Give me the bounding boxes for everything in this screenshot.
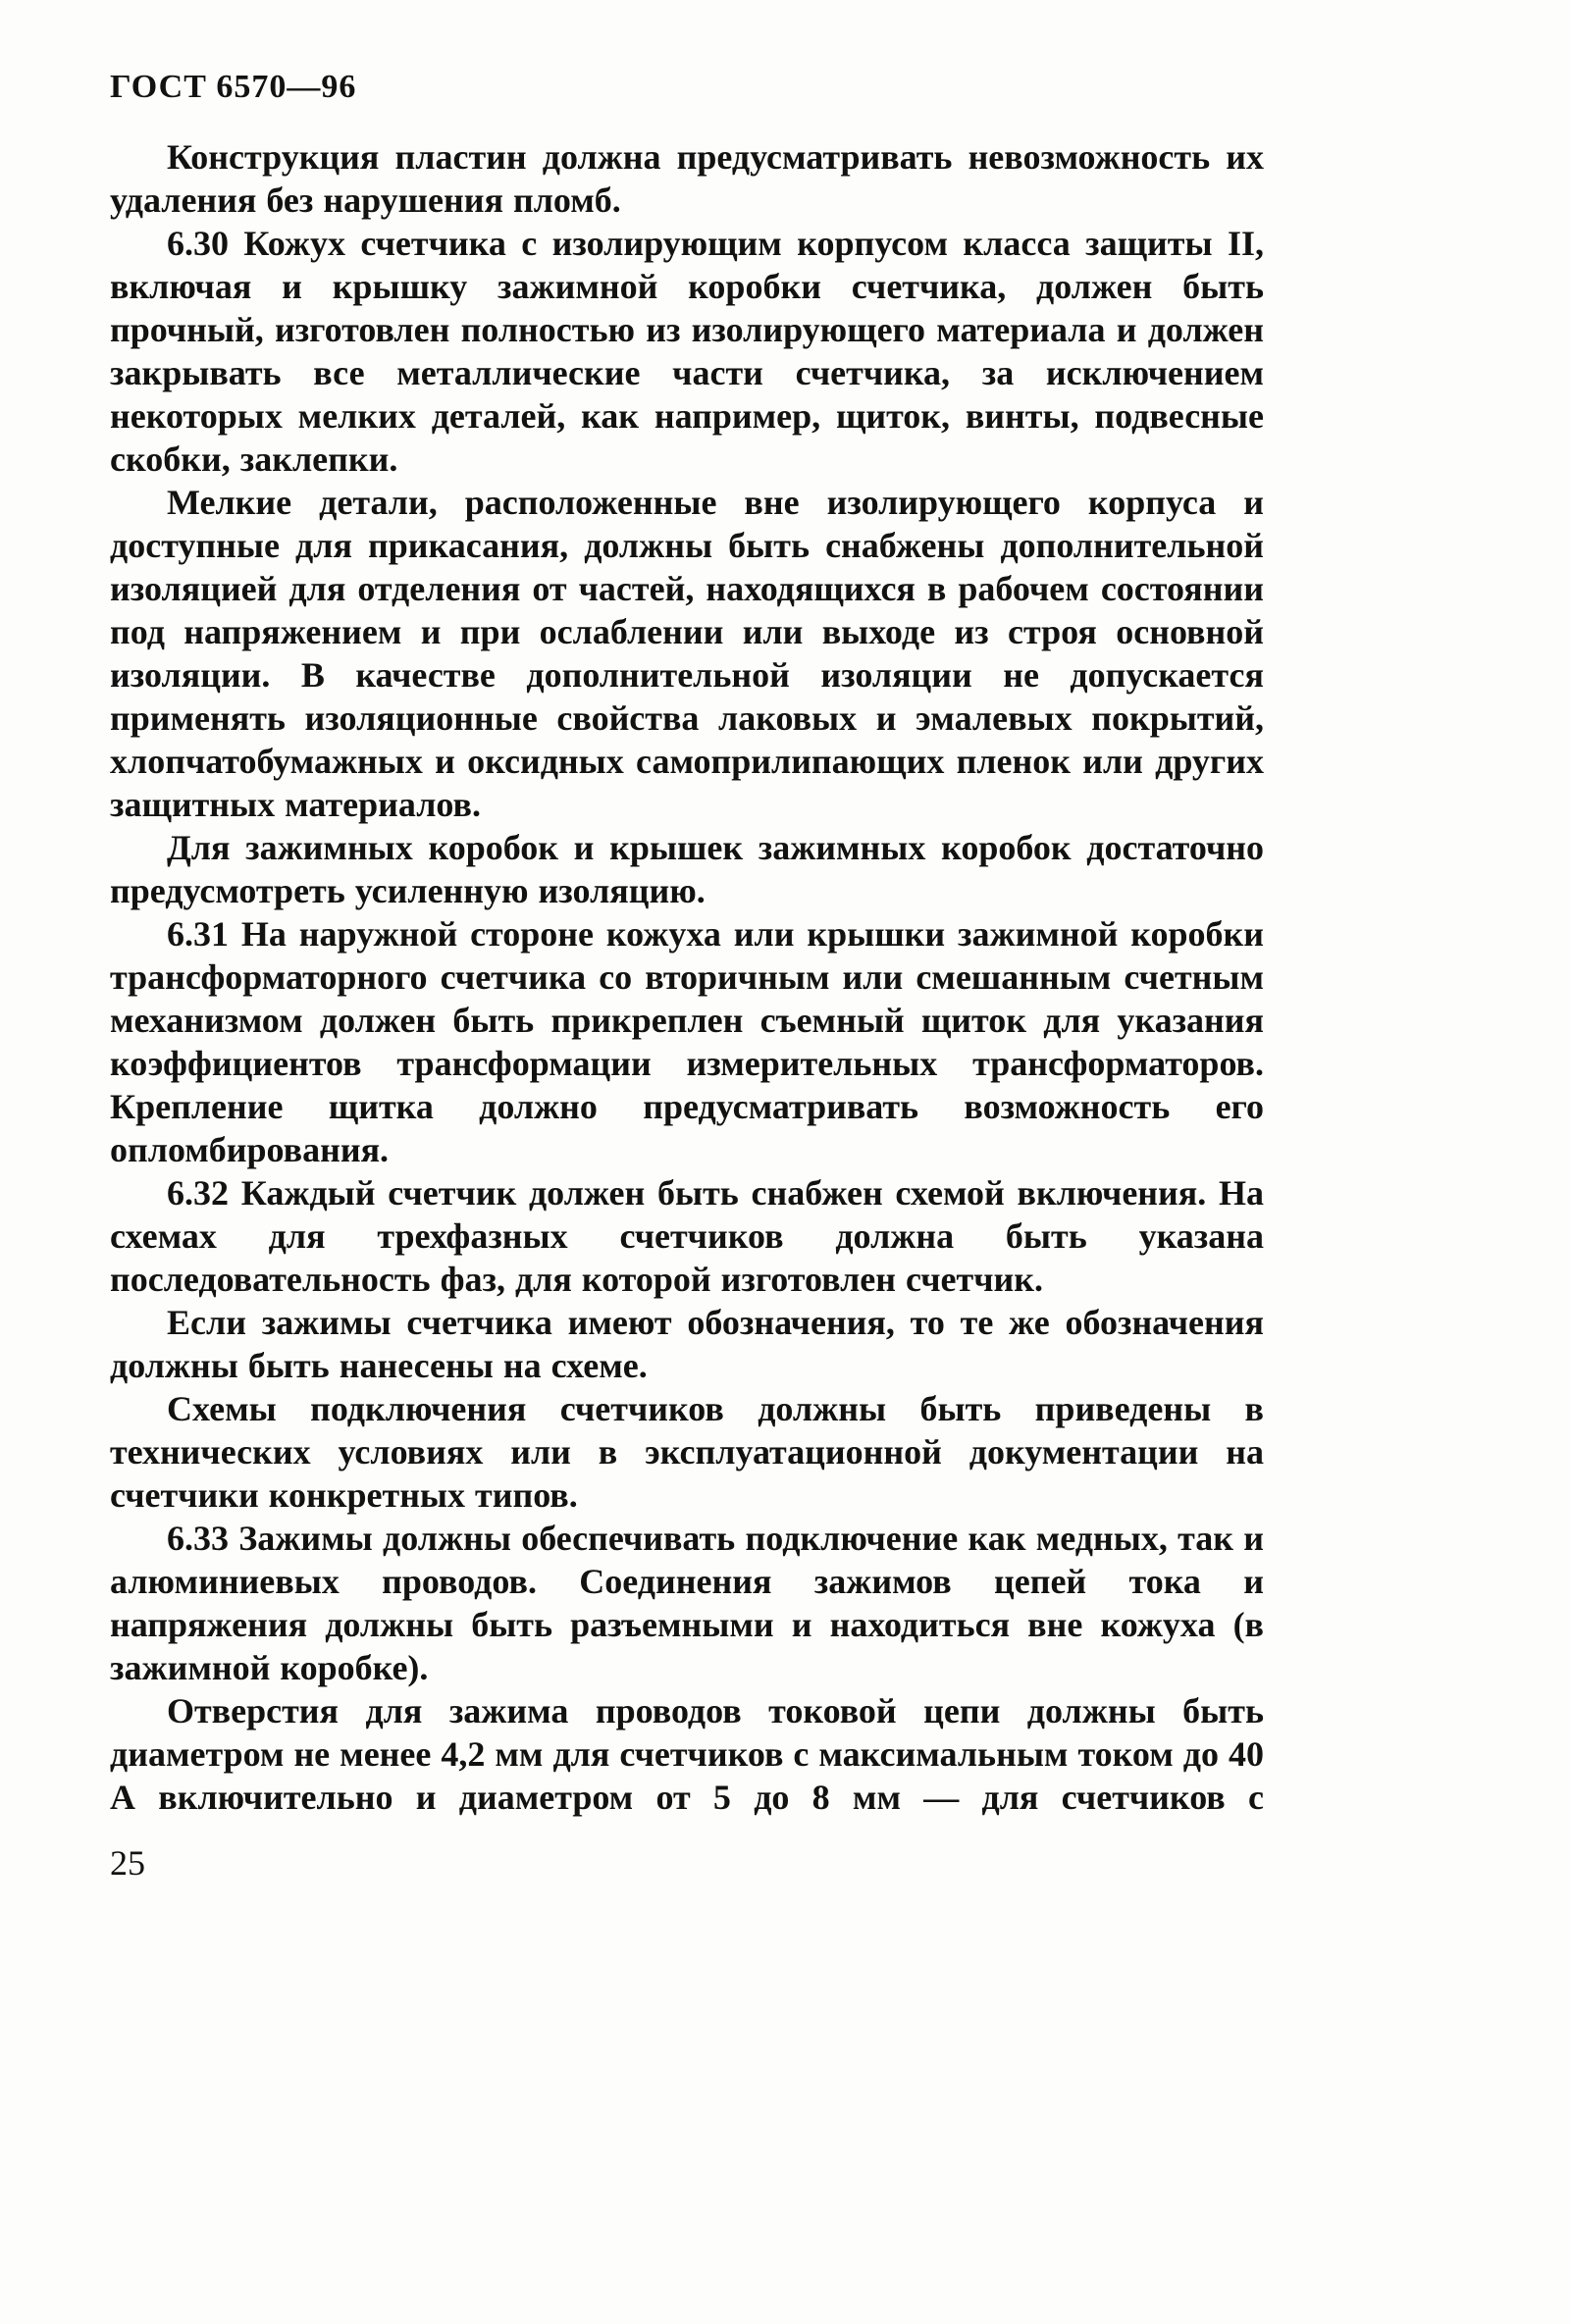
paragraph: Если зажимы счетчика имеют обозначения, то те же обозначения должны быть нанесены на схеме.	[110, 1303, 1264, 1385]
paragraph: Мелкие детали, расположенные вне изолирующего корпуса и доступные для прикасания, должны быть снабжены дополнительной изоляцией для отделения от частей, находящихся в рабочем состоянии под напряжением и при ослаблении или выходе из строя основной изоляции. В качестве дополнительной изоляции не допускается применять изоляционные свойства лаковых и эмалевых покрытий, хлопчатобумажных и оксидных самоприлипающих пленок или других защитных материалов.	[110, 483, 1264, 824]
paragraph: 6.31 На наружной стороне кожуха или крышки зажимной коробки трансформаторного счетчика со вторичным или смешанным счетным механизмом должен быть прикреплен съемный щиток для указания коэффициентов трансформации измерительных трансформаторов. Крепление щитка должно предусматривать возможность его опломбирования.	[110, 914, 1264, 1169]
paragraph: 6.30 Кожух счетчика с изолирующим корпусом класса защиты II, включая и крышку зажимной коробки счетчика, должен быть прочный, изготовлен полностью из изолирующего материала и должен закрывать все металлические части счетчика, за исключением некоторых мелких деталей, как например, щиток, винты, подвесные скобки, заклепки.	[110, 224, 1264, 479]
paragraph: Конструкция пластин должна предусматривать невозможность их удаления без нарушения пломб.	[110, 137, 1264, 220]
paragraph: 6.33 Зажимы должны обеспечивать подключение как медных, так и алюминиевых проводов. Соединения зажимов цепей тока и напряжения должны быть разъемными и находиться вне кожуха (в зажимной коробке).	[110, 1519, 1264, 1687]
paragraph: Для зажимных коробок и крышек зажимных коробок достаточно предусмотреть усиленную изоляцию.	[110, 828, 1264, 910]
paragraph: 6.32 Каждый счетчик должен быть снабжен схемой включения. На схемах для трехфазных счетчиков должна быть указана последовательность фаз, для которой изготовлен счетчик.	[110, 1173, 1264, 1299]
gost-standard-number: ГОСТ 6570—96	[110, 69, 357, 105]
document-body	[110, 135, 1264, 1819]
paragraph: Отверстия для зажима проводов токовой цепи должны быть диаметром не менее 4,2 мм для счетчиков с максимальным током до 40 А включительно и диаметром от 5 до 8 мм — для счетчиков с	[110, 1691, 1264, 1817]
paragraph: Схемы подключения счетчиков должны быть приведены в технических условиях или в эксплуатационной документации на счетчики конкретных типов.	[110, 1389, 1264, 1515]
page-number: 25	[110, 1843, 145, 1883]
